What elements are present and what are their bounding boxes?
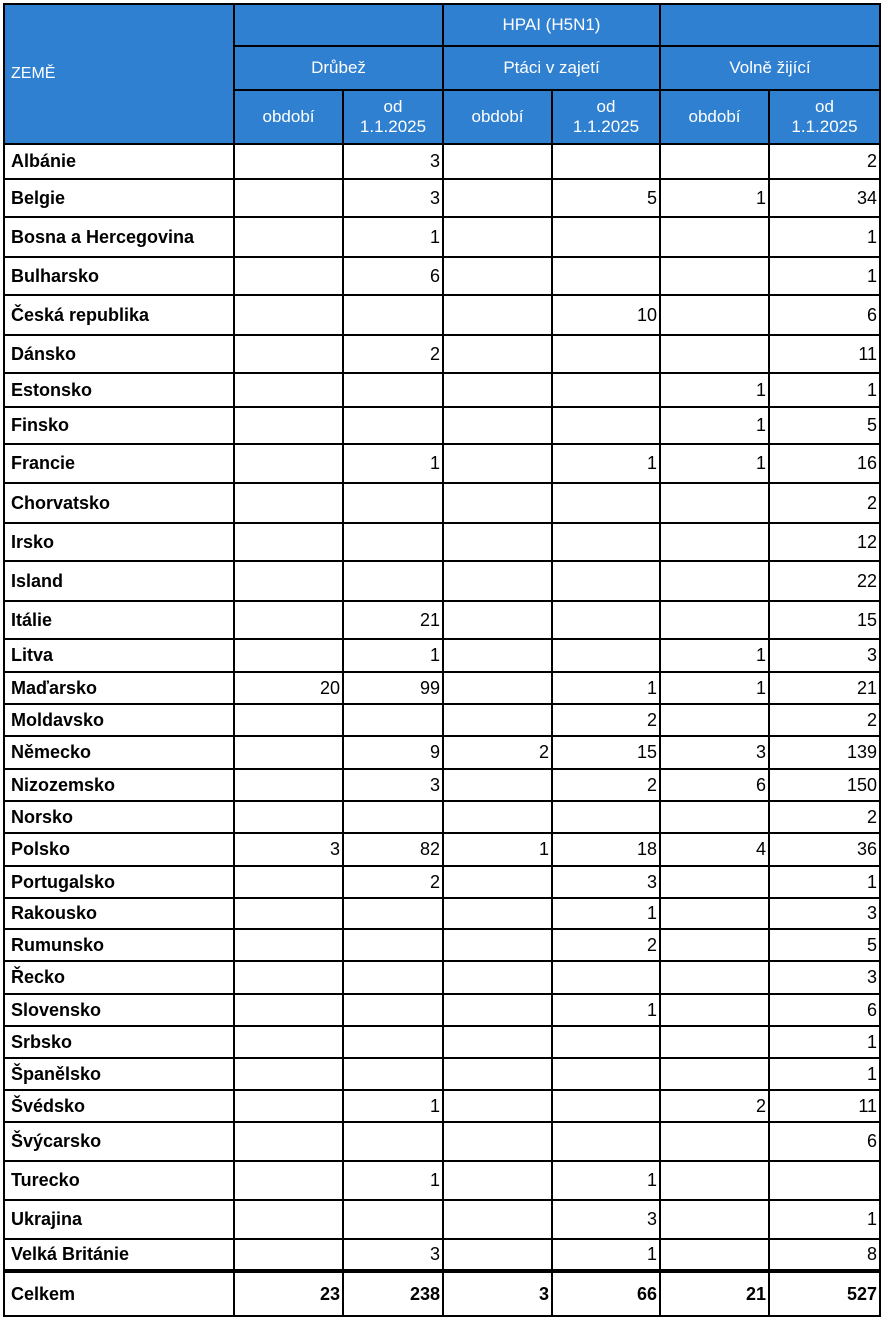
- country-name-cell: Slovensko: [4, 994, 234, 1026]
- country-name-cell: Maďarsko: [4, 672, 234, 704]
- value-cell: [552, 144, 660, 179]
- value-cell: [443, 929, 552, 961]
- value-cell: 12: [769, 523, 880, 561]
- value-cell: 21: [343, 601, 443, 639]
- value-cell: [660, 1122, 769, 1161]
- value-cell: [443, 444, 552, 483]
- value-cell: 99: [343, 672, 443, 704]
- value-cell: [343, 704, 443, 736]
- value-cell: [234, 639, 343, 672]
- blank-header-cell: [660, 4, 880, 46]
- value-cell: [443, 335, 552, 373]
- value-cell: [552, 1058, 660, 1090]
- value-cell: [234, 704, 343, 736]
- subheader-since-line1: od: [383, 97, 403, 116]
- value-cell: [343, 1058, 443, 1090]
- value-cell: [343, 483, 443, 523]
- value-cell: 1: [660, 672, 769, 704]
- value-cell: 20: [234, 672, 343, 704]
- value-cell: 3: [343, 1239, 443, 1271]
- value-cell: 5: [552, 179, 660, 217]
- country-name-cell: Rakousko: [4, 898, 234, 929]
- value-cell: [660, 801, 769, 833]
- value-cell: [443, 407, 552, 444]
- value-cell: 16: [769, 444, 880, 483]
- value-cell: [660, 898, 769, 929]
- value-cell: 6: [769, 295, 880, 335]
- category-header-wild-birds: Volně žijící: [660, 46, 880, 90]
- value-cell: 6: [660, 769, 769, 801]
- table-row: [4, 561, 880, 601]
- value-cell: 1: [343, 1161, 443, 1200]
- value-cell: 1: [660, 373, 769, 407]
- value-cell: [552, 373, 660, 407]
- subheader-since-line2: 1.1.2025: [359, 117, 427, 136]
- table-row: [4, 444, 880, 483]
- hpai-outbreak-table: [3, 3, 881, 1317]
- total-label-cell: Celkem: [4, 1271, 234, 1316]
- value-cell: [234, 769, 343, 801]
- value-cell: 2: [343, 866, 443, 898]
- value-cell: [660, 561, 769, 601]
- value-cell: [343, 373, 443, 407]
- value-cell: [343, 523, 443, 561]
- country-name-cell: Turecko: [4, 1161, 234, 1200]
- value-cell: [443, 1026, 552, 1058]
- category-header-captive-birds: Ptáci v zajetí: [443, 46, 660, 90]
- value-cell: [443, 257, 552, 295]
- country-name-cell: Ukrajina: [4, 1200, 234, 1239]
- value-cell: [343, 1026, 443, 1058]
- value-cell: 1: [660, 444, 769, 483]
- country-name-cell: Rumunsko: [4, 929, 234, 961]
- subheader-since: [769, 90, 880, 144]
- value-cell: [234, 994, 343, 1026]
- value-cell: 2: [769, 483, 880, 523]
- value-cell: 2: [443, 736, 552, 769]
- value-cell: [443, 1058, 552, 1090]
- value-cell: [234, 1200, 343, 1239]
- value-cell: [234, 929, 343, 961]
- value-cell: [660, 1058, 769, 1090]
- total-value-cell: 3: [443, 1271, 552, 1316]
- value-cell: 6: [769, 1122, 880, 1161]
- value-cell: [234, 373, 343, 407]
- value-cell: [234, 1239, 343, 1271]
- value-cell: [234, 1090, 343, 1122]
- country-name-cell: Albánie: [4, 144, 234, 179]
- value-cell: [234, 295, 343, 335]
- value-cell: [443, 483, 552, 523]
- value-cell: [552, 483, 660, 523]
- country-name-cell: Estonsko: [4, 373, 234, 407]
- country-name-cell: Bulharsko: [4, 257, 234, 295]
- subheader-since-line1: od: [596, 97, 616, 116]
- value-cell: 15: [769, 601, 880, 639]
- value-cell: [234, 257, 343, 295]
- subheader-period: období: [234, 90, 343, 144]
- country-name-cell: Bosna a Hercegovina: [4, 217, 234, 257]
- value-cell: 34: [769, 179, 880, 217]
- table-row: [4, 295, 880, 335]
- value-cell: [343, 961, 443, 994]
- value-cell: 1: [769, 217, 880, 257]
- value-cell: 1: [660, 407, 769, 444]
- value-cell: [234, 601, 343, 639]
- value-cell: [343, 801, 443, 833]
- value-cell: 3: [552, 866, 660, 898]
- value-cell: [660, 1239, 769, 1271]
- value-cell: 1: [660, 179, 769, 217]
- country-name-cell: Španělsko: [4, 1058, 234, 1090]
- category-header-poultry: Drůbež: [234, 46, 443, 90]
- subheader-period: období: [443, 90, 552, 144]
- country-name-cell: Portugalsko: [4, 866, 234, 898]
- value-cell: [443, 561, 552, 601]
- value-cell: 1: [343, 217, 443, 257]
- table-row: [4, 523, 880, 561]
- value-cell: [443, 704, 552, 736]
- value-cell: 10: [552, 295, 660, 335]
- value-cell: [660, 217, 769, 257]
- value-cell: [660, 257, 769, 295]
- value-cell: 11: [769, 1090, 880, 1122]
- table-row: [4, 1090, 880, 1122]
- value-cell: [343, 561, 443, 601]
- country-name-cell: Švýcarsko: [4, 1122, 234, 1161]
- table-row: [4, 769, 880, 801]
- value-cell: [234, 523, 343, 561]
- value-cell: [343, 898, 443, 929]
- value-cell: [443, 144, 552, 179]
- value-cell: [443, 1200, 552, 1239]
- value-cell: [234, 1161, 343, 1200]
- table-row: [4, 704, 880, 736]
- value-cell: [443, 1239, 552, 1271]
- value-cell: [443, 601, 552, 639]
- table-row: [4, 929, 880, 961]
- value-cell: 3: [234, 833, 343, 866]
- value-cell: [660, 295, 769, 335]
- country-name-cell: Velká Británie: [4, 1239, 234, 1271]
- table-row: [4, 1161, 880, 1200]
- value-cell: [660, 929, 769, 961]
- value-cell: [234, 144, 343, 179]
- value-cell: 1: [552, 672, 660, 704]
- subheader-since: [343, 90, 443, 144]
- value-cell: [660, 866, 769, 898]
- value-cell: 3: [660, 736, 769, 769]
- value-cell: 2: [769, 704, 880, 736]
- value-cell: [234, 217, 343, 257]
- value-cell: [234, 961, 343, 994]
- value-cell: [343, 407, 443, 444]
- value-cell: 3: [343, 769, 443, 801]
- value-cell: 3: [552, 1200, 660, 1239]
- country-name-cell: Dánsko: [4, 335, 234, 373]
- blank-header-cell: [234, 4, 443, 46]
- table-row: [4, 144, 880, 179]
- value-cell: [552, 1122, 660, 1161]
- country-column-header: ZEMĚ: [4, 4, 234, 144]
- outbreak-table-container: [3, 3, 879, 1333]
- value-cell: 3: [343, 179, 443, 217]
- value-cell: [552, 1026, 660, 1058]
- value-cell: [660, 1161, 769, 1200]
- value-cell: [443, 994, 552, 1026]
- value-cell: [443, 639, 552, 672]
- value-cell: 1: [769, 1026, 880, 1058]
- value-cell: 3: [343, 144, 443, 179]
- value-cell: [660, 704, 769, 736]
- value-cell: [234, 736, 343, 769]
- value-cell: 1: [343, 639, 443, 672]
- value-cell: 15: [552, 736, 660, 769]
- value-cell: 1: [552, 1239, 660, 1271]
- value-cell: [234, 898, 343, 929]
- table-row: [4, 672, 880, 704]
- value-cell: 1: [552, 994, 660, 1026]
- subheader-since-line1: od: [815, 97, 834, 116]
- country-name-cell: Litva: [4, 639, 234, 672]
- table-row: [4, 866, 880, 898]
- table-row: [4, 335, 880, 373]
- value-cell: [343, 1200, 443, 1239]
- value-cell: [234, 179, 343, 217]
- country-name-cell: Moldavsko: [4, 704, 234, 736]
- value-cell: [343, 1122, 443, 1161]
- table-body: [4, 144, 880, 1316]
- value-cell: [443, 801, 552, 833]
- value-cell: [443, 295, 552, 335]
- country-name-cell: Itálie: [4, 601, 234, 639]
- value-cell: 3: [769, 961, 880, 994]
- value-cell: [343, 295, 443, 335]
- table-row: [4, 736, 880, 769]
- value-cell: [443, 961, 552, 994]
- value-cell: [552, 601, 660, 639]
- table-row: [4, 483, 880, 523]
- value-cell: [660, 483, 769, 523]
- subheader-since: [552, 90, 660, 144]
- total-value-cell: 66: [552, 1271, 660, 1316]
- value-cell: 1: [769, 1200, 880, 1239]
- value-cell: 3: [769, 898, 880, 929]
- value-cell: [443, 866, 552, 898]
- value-cell: [552, 407, 660, 444]
- country-name-cell: Francie: [4, 444, 234, 483]
- value-cell: [552, 639, 660, 672]
- table-row: [4, 639, 880, 672]
- country-name-cell: Irsko: [4, 523, 234, 561]
- value-cell: 1: [343, 1090, 443, 1122]
- country-name-cell: Řecko: [4, 961, 234, 994]
- table-row: [4, 1239, 880, 1271]
- table-row: [4, 961, 880, 994]
- value-cell: [552, 217, 660, 257]
- value-cell: 1: [769, 1058, 880, 1090]
- value-cell: [660, 1026, 769, 1058]
- value-cell: [552, 1090, 660, 1122]
- value-cell: 2: [769, 801, 880, 833]
- total-row: [4, 1271, 880, 1316]
- value-cell: 2: [343, 335, 443, 373]
- value-cell: [443, 672, 552, 704]
- table-row: [4, 994, 880, 1026]
- table-row: [4, 1026, 880, 1058]
- value-cell: [234, 1058, 343, 1090]
- table-row: [4, 1058, 880, 1090]
- value-cell: 9: [343, 736, 443, 769]
- value-cell: 5: [769, 929, 880, 961]
- value-cell: [234, 866, 343, 898]
- table-row: [4, 257, 880, 295]
- country-name-cell: Švédsko: [4, 1090, 234, 1122]
- value-cell: [660, 601, 769, 639]
- value-cell: 1: [769, 866, 880, 898]
- value-cell: 1: [343, 444, 443, 483]
- table-row: [4, 1200, 880, 1239]
- country-name-cell: Chorvatsko: [4, 483, 234, 523]
- total-value-cell: 21: [660, 1271, 769, 1316]
- country-name-cell: Německo: [4, 736, 234, 769]
- value-cell: 2: [552, 704, 660, 736]
- value-cell: [443, 373, 552, 407]
- value-cell: [234, 483, 343, 523]
- country-name-cell: Polsko: [4, 833, 234, 866]
- table-row: [4, 833, 880, 866]
- total-value-cell: 238: [343, 1271, 443, 1316]
- value-cell: 82: [343, 833, 443, 866]
- value-cell: 36: [769, 833, 880, 866]
- value-cell: [660, 523, 769, 561]
- value-cell: [234, 335, 343, 373]
- value-cell: 11: [769, 335, 880, 373]
- value-cell: 21: [769, 672, 880, 704]
- value-cell: [343, 994, 443, 1026]
- table-row: [4, 898, 880, 929]
- value-cell: [234, 1122, 343, 1161]
- value-cell: 22: [769, 561, 880, 601]
- value-cell: 2: [552, 929, 660, 961]
- value-cell: [443, 217, 552, 257]
- country-name-cell: Norsko: [4, 801, 234, 833]
- subheader-period: období: [660, 90, 769, 144]
- value-cell: [443, 1161, 552, 1200]
- value-cell: 150: [769, 769, 880, 801]
- value-cell: 1: [769, 373, 880, 407]
- country-name-cell: Česká republika: [4, 295, 234, 335]
- value-cell: [234, 444, 343, 483]
- country-name-cell: Nizozemsko: [4, 769, 234, 801]
- value-cell: [552, 335, 660, 373]
- value-cell: 18: [552, 833, 660, 866]
- value-cell: 8: [769, 1239, 880, 1271]
- total-value-cell: 527: [769, 1271, 880, 1316]
- value-cell: [443, 769, 552, 801]
- table-row: [4, 801, 880, 833]
- value-cell: [443, 179, 552, 217]
- value-cell: [660, 994, 769, 1026]
- value-cell: 5: [769, 407, 880, 444]
- value-cell: [552, 523, 660, 561]
- subheader-since-line2: 1.1.2025: [572, 117, 640, 136]
- table-row: [4, 1122, 880, 1161]
- country-name-cell: Srbsko: [4, 1026, 234, 1058]
- value-cell: [660, 961, 769, 994]
- subheader-since-line2: 1.1.2025: [791, 117, 858, 136]
- value-cell: [443, 898, 552, 929]
- value-cell: [552, 561, 660, 601]
- value-cell: 1: [660, 639, 769, 672]
- table-row: [4, 601, 880, 639]
- value-cell: 4: [660, 833, 769, 866]
- value-cell: 139: [769, 736, 880, 769]
- value-cell: 6: [769, 994, 880, 1026]
- country-name-cell: Finsko: [4, 407, 234, 444]
- table-row: [4, 407, 880, 444]
- value-cell: [660, 144, 769, 179]
- value-cell: 1: [552, 898, 660, 929]
- value-cell: [443, 1090, 552, 1122]
- value-cell: 1: [443, 833, 552, 866]
- value-cell: [769, 1161, 880, 1200]
- value-cell: 2: [769, 144, 880, 179]
- value-cell: [234, 1026, 343, 1058]
- value-cell: [443, 1122, 552, 1161]
- value-cell: 2: [552, 769, 660, 801]
- country-name-cell: Belgie: [4, 179, 234, 217]
- value-cell: 1: [552, 1161, 660, 1200]
- value-cell: 1: [552, 444, 660, 483]
- value-cell: 1: [769, 257, 880, 295]
- value-cell: [234, 407, 343, 444]
- group-title-header: HPAI (H5N1): [443, 4, 660, 46]
- value-cell: [343, 929, 443, 961]
- value-cell: 6: [343, 257, 443, 295]
- table-row: [4, 179, 880, 217]
- table-row: [4, 373, 880, 407]
- value-cell: [234, 561, 343, 601]
- table-row: [4, 217, 880, 257]
- value-cell: [660, 1200, 769, 1239]
- value-cell: [443, 523, 552, 561]
- country-name-cell: Island: [4, 561, 234, 601]
- value-cell: 3: [769, 639, 880, 672]
- value-cell: [552, 801, 660, 833]
- value-cell: [234, 801, 343, 833]
- value-cell: [552, 257, 660, 295]
- value-cell: 2: [660, 1090, 769, 1122]
- value-cell: [660, 335, 769, 373]
- total-value-cell: 23: [234, 1271, 343, 1316]
- value-cell: [552, 961, 660, 994]
